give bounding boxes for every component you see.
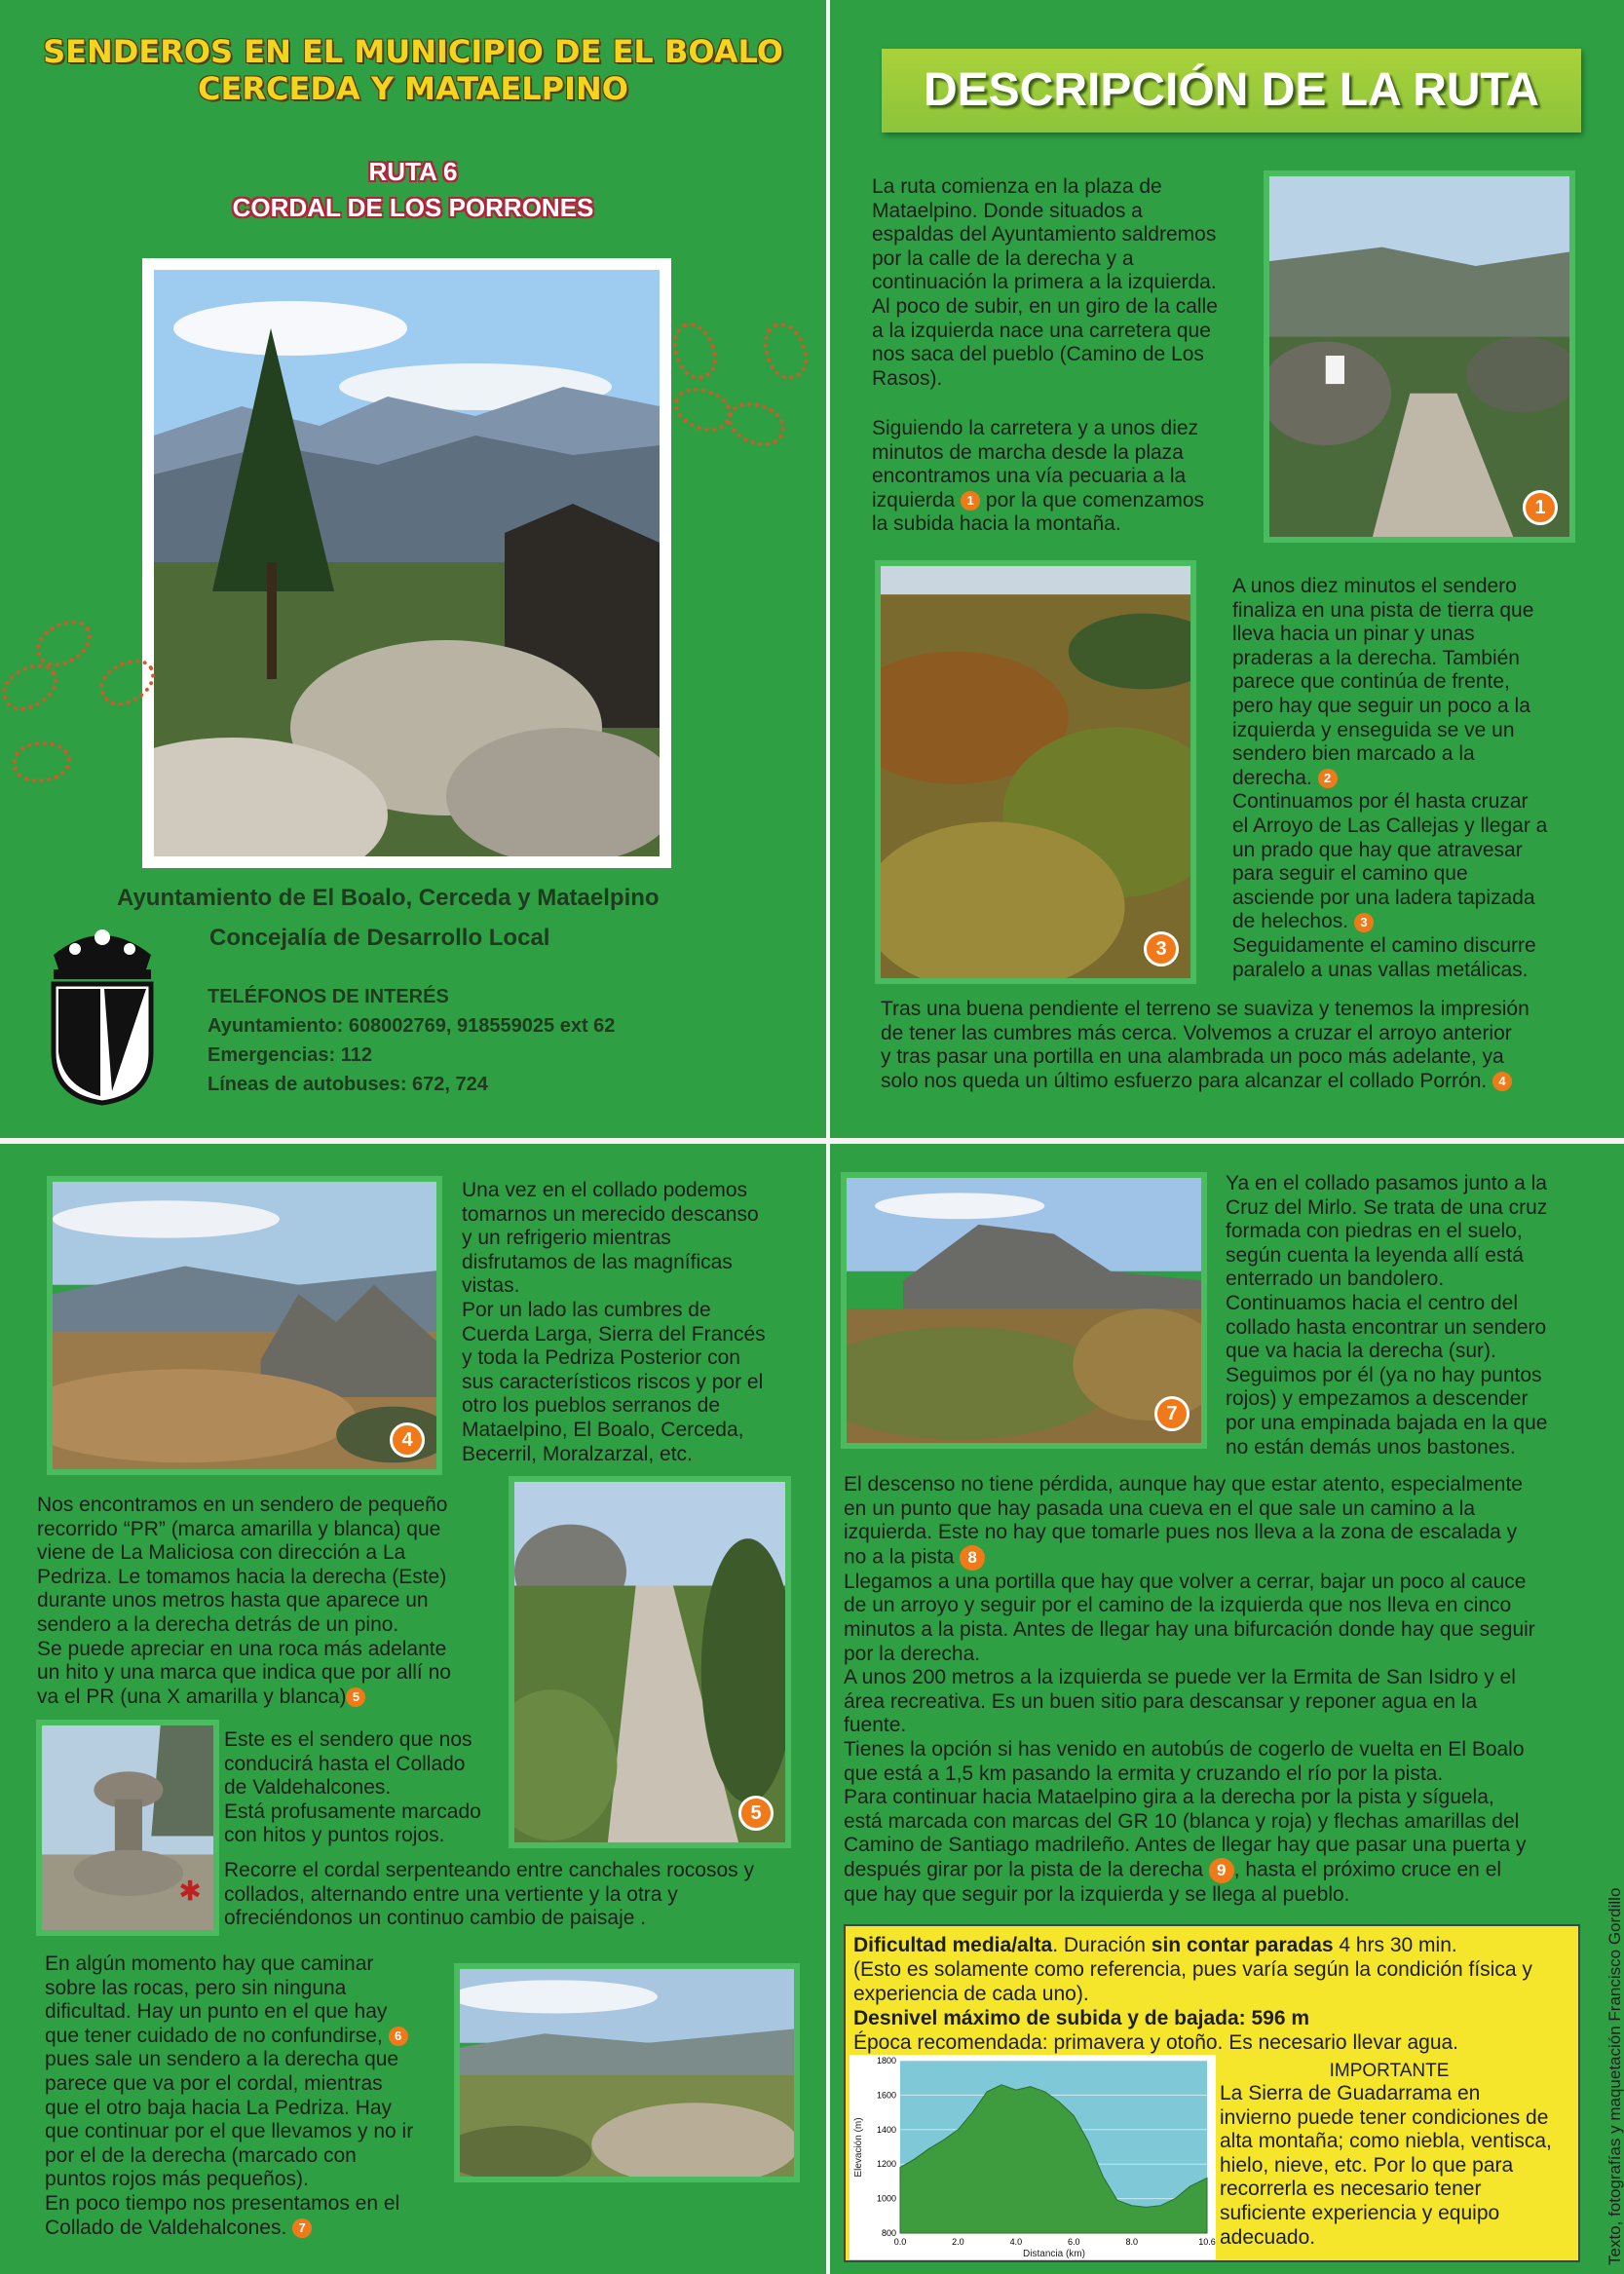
photo-image — [460, 1969, 794, 2177]
route-paragraph-1: La ruta comienza en la plaza de Mataelpino. Donde situados a espaldas del Ayuntamiento saldremos por la calle de la derecha y a continuación la primera a la izquierda. Al poco de subir, en un giro de la calle a la izquierda nace una carretera que nos saca del pueblo (Camino de Los Rasos). — [872, 175, 1218, 390]
chart-x-tick: 4.0 — [1009, 2237, 1023, 2247]
chart-y-tick: 1800 — [876, 2056, 896, 2066]
cover-photo — [154, 270, 660, 856]
cruz-del-mirlo-paragraph: Ya en el collado pasamos junto a la Cruz del Mirlo. Se trata de una cruz formada con piedras en el suelo, según cuenta la leyenda allí está enterrado un bandolero. Continuamos hacia el centro del collado hasta encontrar un sendero que va hacia la derecha (sur). Seguimos por él (ya no hay puntos rojos) y empezamos a descender por una empinada bajada en la que no están demás unos bastones. — [1226, 1172, 1548, 1459]
paragraph-text: Nos encontramos en un sendero de pequeño recorrido “PR” (marca amarilla y blanca) que viene de La Maliciosa con dirección a La Pedriza. Le tomamos hacia la derecha (Este) durante unos metros hasta que aparece un sendero a la derecha detrás de un pino. Se puede apreciar en una roca más adelante un hito y una marca que indica que por allí no va el PR (una X amarilla y blanca) — [37, 1494, 451, 1708]
duration-note: (Esto es solamente como referencia, pues varía según la condición física y experiencia de cada uno). — [853, 1958, 1532, 2005]
brochure-title-line2: CERCEDA Y MATAELPINO — [198, 70, 628, 107]
photo-waypoint-7 — [841, 1172, 1207, 1449]
photo-image — [53, 1182, 436, 1469]
photo-waypoint-4 — [47, 1176, 442, 1475]
chart-y-tick: 1400 — [876, 2124, 896, 2135]
chart-y-tick: 800 — [881, 2228, 896, 2238]
photo-waypoint-3 — [875, 560, 1196, 984]
chart-x-tick: 0.0 — [893, 2237, 907, 2247]
paragraph-text: , hasta el próximo cruce en el que hay que seguir por la izquierda y se llega al pueblo. — [844, 1858, 1502, 1906]
route-number: RUTA 6 — [368, 157, 458, 186]
coat-of-arms-icon — [44, 916, 161, 1106]
important-text: La Sierra de Guadarrama en invierno puede tener condiciones de alta montaña; como niebla, ventisca, hielo, nieve, etc. Por lo que para recorrerla es necesario tener suficiente experiencia y equipo adecuado. — [1220, 2082, 1552, 2249]
department-name: Concejalía de Desarrollo Local — [209, 925, 550, 951]
route-info-box — [844, 1924, 1580, 2262]
route-paragraph-2 — [872, 417, 1242, 537]
chart-x-tick: 8.0 — [1125, 2237, 1138, 2247]
waypoint-badge: 8 — [960, 1545, 985, 1571]
route-name: CORDAL DE LOS PORRONES — [232, 193, 594, 222]
paragraph-text: Continuamos por él hasta cruzar el Arroyo de Las Callejas y llegar a un prado que hay que atravesar para seguir el camino que asciende por una ladera tapizada de helechos. — [1232, 790, 1548, 933]
photo-image — [881, 566, 1190, 978]
paragraph-text: Siguiendo la carretera y a unos diez minutos de marcha desde la plaza encontramos una vía pecuaria a la izquierda — [872, 417, 1199, 512]
duration-value: 4 hrs 30 min. — [1333, 1934, 1457, 1956]
collado-paragraph: Una vez en el collado podemos tomarnos un merecido descanso y un refrigerio mientras disfrutamos de las magníficas vistas. Por un lado las cumbres de Cuerda Larga, Sierra del Francés y toda la Pedriza Posterior con sus característicos riscos y por el otro los pueblos serranos de Mataelpino, El Boalo, Cerceda, Becerril, Moralzarzal, etc. — [462, 1179, 766, 1465]
recommended-season: Época recomendada: primavera y otoño. Es necesario llevar agua. — [853, 2031, 1459, 2054]
sendero-paragraph: Este es el sendero que nos conducirá hasta el Collado de Valdehalcones. Está profusamente marcado con hitos y puntos rojos. — [224, 1728, 481, 1847]
waypoint-badge: 5 — [346, 1687, 365, 1707]
description-banner — [882, 49, 1581, 133]
difficulty-line — [853, 1934, 1569, 1958]
footprint-icon — [665, 317, 724, 386]
photo-trail-marker — [36, 1720, 219, 1936]
chart-x-label: Distancia (km) — [1023, 2249, 1085, 2259]
cover-photo-frame — [142, 258, 671, 868]
paragraph-text: por la que comenzamos la subida hacia la montaña. — [872, 488, 1205, 536]
difficulty-label: Dificultad media/alta — [853, 1934, 1053, 1956]
footprint-icon — [722, 395, 791, 453]
photo-image — [42, 1725, 213, 1930]
waypoint-badge: 7 — [292, 2218, 312, 2238]
duration-bold: sin contar paradas — [1151, 1934, 1334, 1956]
waypoint-badge: 3 — [1354, 913, 1374, 932]
credits: Texto, fotografías y maquetación Francisco Gordillo — [1605, 1887, 1624, 2265]
red-x-mark: ✱ — [178, 1875, 202, 1908]
paragraph-text: En algún momento hay que caminar sobre las rocas, pero sin ninguna dificultad. Hay un punto en el que hay que tener cuidado de no confundirse, — [45, 1952, 388, 2047]
cover-panel — [0, 0, 826, 1138]
paragraph-text: Llegamos a una portilla que hay que volver a cerrar, bajar un poco al cauce de un arroyo y seguir por el camino de la izquierda que nos lleva en cinco minutos a la pista. Antes de llegar hay una bifurcación donde hay que seguir por la derecha. A unos 200 metros a la izquierda se puede ver la Ermita de San Isidro y el área recreativa. Es un buen sitio para descansar y reponer agua en la fuente. Tienes la opción si has venido en autobús de cogerlo de vuelta en El Boalo que está a 1,5 km pasando la ermita y cruzando el río por la pista. Para continuar hacia Mataelpino gira a la derecha por la pista y síguela, está marcada con marcas del GR 10 (blanca y roja) y flechas amarillas del Camino de Santiago madrileño. Antes de llegar hay que pasar una puerta y después girar por la pista de la derecha — [844, 1570, 1535, 1881]
paragraph-text: El descenso no tiene pérdida, aunque hay que estar atento, especialmente en un punto que hay pasada una cueva en el que sale un camino a la izquierda. Este no hay que tomarle pues nos lleva a la zona de escalada y no a la pista — [844, 1473, 1523, 1569]
chart-y-label: Elevación (m) — [853, 2117, 864, 2178]
waypoint-badge: 1 — [961, 491, 980, 511]
route-paragraph-4 — [881, 998, 1582, 1093]
chart-y-tick: 1600 — [876, 2090, 896, 2101]
footprint-icon — [756, 317, 814, 386]
photo-panorama — [454, 1963, 800, 2182]
description-banner-text: DESCRIPCIÓN DE LA RUTA — [923, 64, 1539, 116]
chart-y-tick: 1000 — [876, 2193, 896, 2204]
photo-image — [847, 1178, 1201, 1443]
footprint-icon — [11, 739, 72, 784]
chart-x-tick: 6.0 — [1068, 2237, 1080, 2247]
waypoint-badge: 3 — [1144, 931, 1179, 966]
photo-waypoint-5 — [509, 1476, 791, 1848]
waypoint-badge: 2 — [1318, 769, 1338, 788]
chart-y-tick: 1200 — [876, 2159, 896, 2170]
phones-heading: TELÉFONOS DE INTERÉS — [208, 986, 449, 1007]
waypoint-badge: 9 — [1209, 1858, 1234, 1883]
footprint-icon — [668, 380, 737, 438]
paragraph-text: A unos diez minutos el sendero finaliza en una pista de tierra que lleva hacia un pinar y unas praderas a la derecha. También parece que continúa de frente, pero hay que seguir un poco a la izquierda y enseguida se ve un sendero bien marcado a la derecha. — [1232, 575, 1534, 789]
chart-x-tick: 2.0 — [952, 2237, 964, 2247]
photo-image — [1269, 176, 1569, 537]
chart-x-tick: 10.6 — [1198, 2237, 1216, 2247]
cordal-paragraph: Recorre el cordal serpenteando entre canchales rocosos y collados, alternando entre una vertiente y la otra y ofreciéndonos un continuo cambio de paisaje . — [224, 1859, 754, 1930]
important-title: IMPORTANTE — [1329, 2061, 1450, 2081]
waypoint-badge: 4 — [1492, 1072, 1512, 1091]
bus-lines: Líneas de autobuses: 672, 724 — [208, 1074, 488, 1095]
descenso-paragraph — [844, 1473, 1584, 1908]
photo-image — [514, 1482, 785, 1842]
pr-paragraph — [37, 1494, 505, 1709]
paragraph-text: Seguidamente el camino discurre paralelo a unas vallas metálicas. — [1232, 933, 1536, 981]
duration-prefix: . Duración — [1052, 1934, 1152, 1956]
valdehalcones-paragraph — [45, 1952, 454, 2240]
phone-ayuntamiento: Ayuntamiento: 608002769, 918559025 ext 62 — [208, 1015, 616, 1037]
phone-emergencias: Emergencias: 112 — [208, 1044, 372, 1066]
waypoint-badge: 1 — [1523, 490, 1558, 525]
waypoint-badge: 6 — [389, 2027, 408, 2046]
route-paragraph-3 — [1232, 575, 1603, 982]
elevation-gain: Desnivel máximo de subida y de bajada: 596 m — [853, 2007, 1310, 2029]
waypoint-badge: 5 — [738, 1796, 774, 1831]
brochure-title-line1: SENDEROS EN EL MUNICIPIO DE EL BOALO — [43, 33, 783, 70]
waypoint-badge: 7 — [1154, 1396, 1190, 1431]
municipality-name: Ayuntamiento de El Boalo, Cerceda y Mataelpino — [117, 885, 660, 911]
paragraph-text: Tras una buena pendiente el terreno se suaviza y tenemos la impresión de tener las cumbres más cerca. Volvemos a cruzar el arroyo anterior y tras pasar una portilla en una alambrada un poco más adelante, ya solo nos queda un último esfuerzo para alcanzar el collado Porrón. — [881, 998, 1530, 1092]
waypoint-badge: 4 — [390, 1422, 425, 1458]
paragraph-text: pues sale un sendero a la derecha que parece que va por el cordal, mientras que el otro baja hacia La Pedriza. Hay que continuar por el que llevamos y no ir por el de la derecha (marcado con puntos rojos más pequeños). En poco tiempo nos presentamos en el Collado de Valdehalcones. — [45, 2048, 414, 2239]
elevation-profile-chart — [850, 2055, 1216, 2259]
photo-waypoint-1 — [1264, 171, 1575, 543]
